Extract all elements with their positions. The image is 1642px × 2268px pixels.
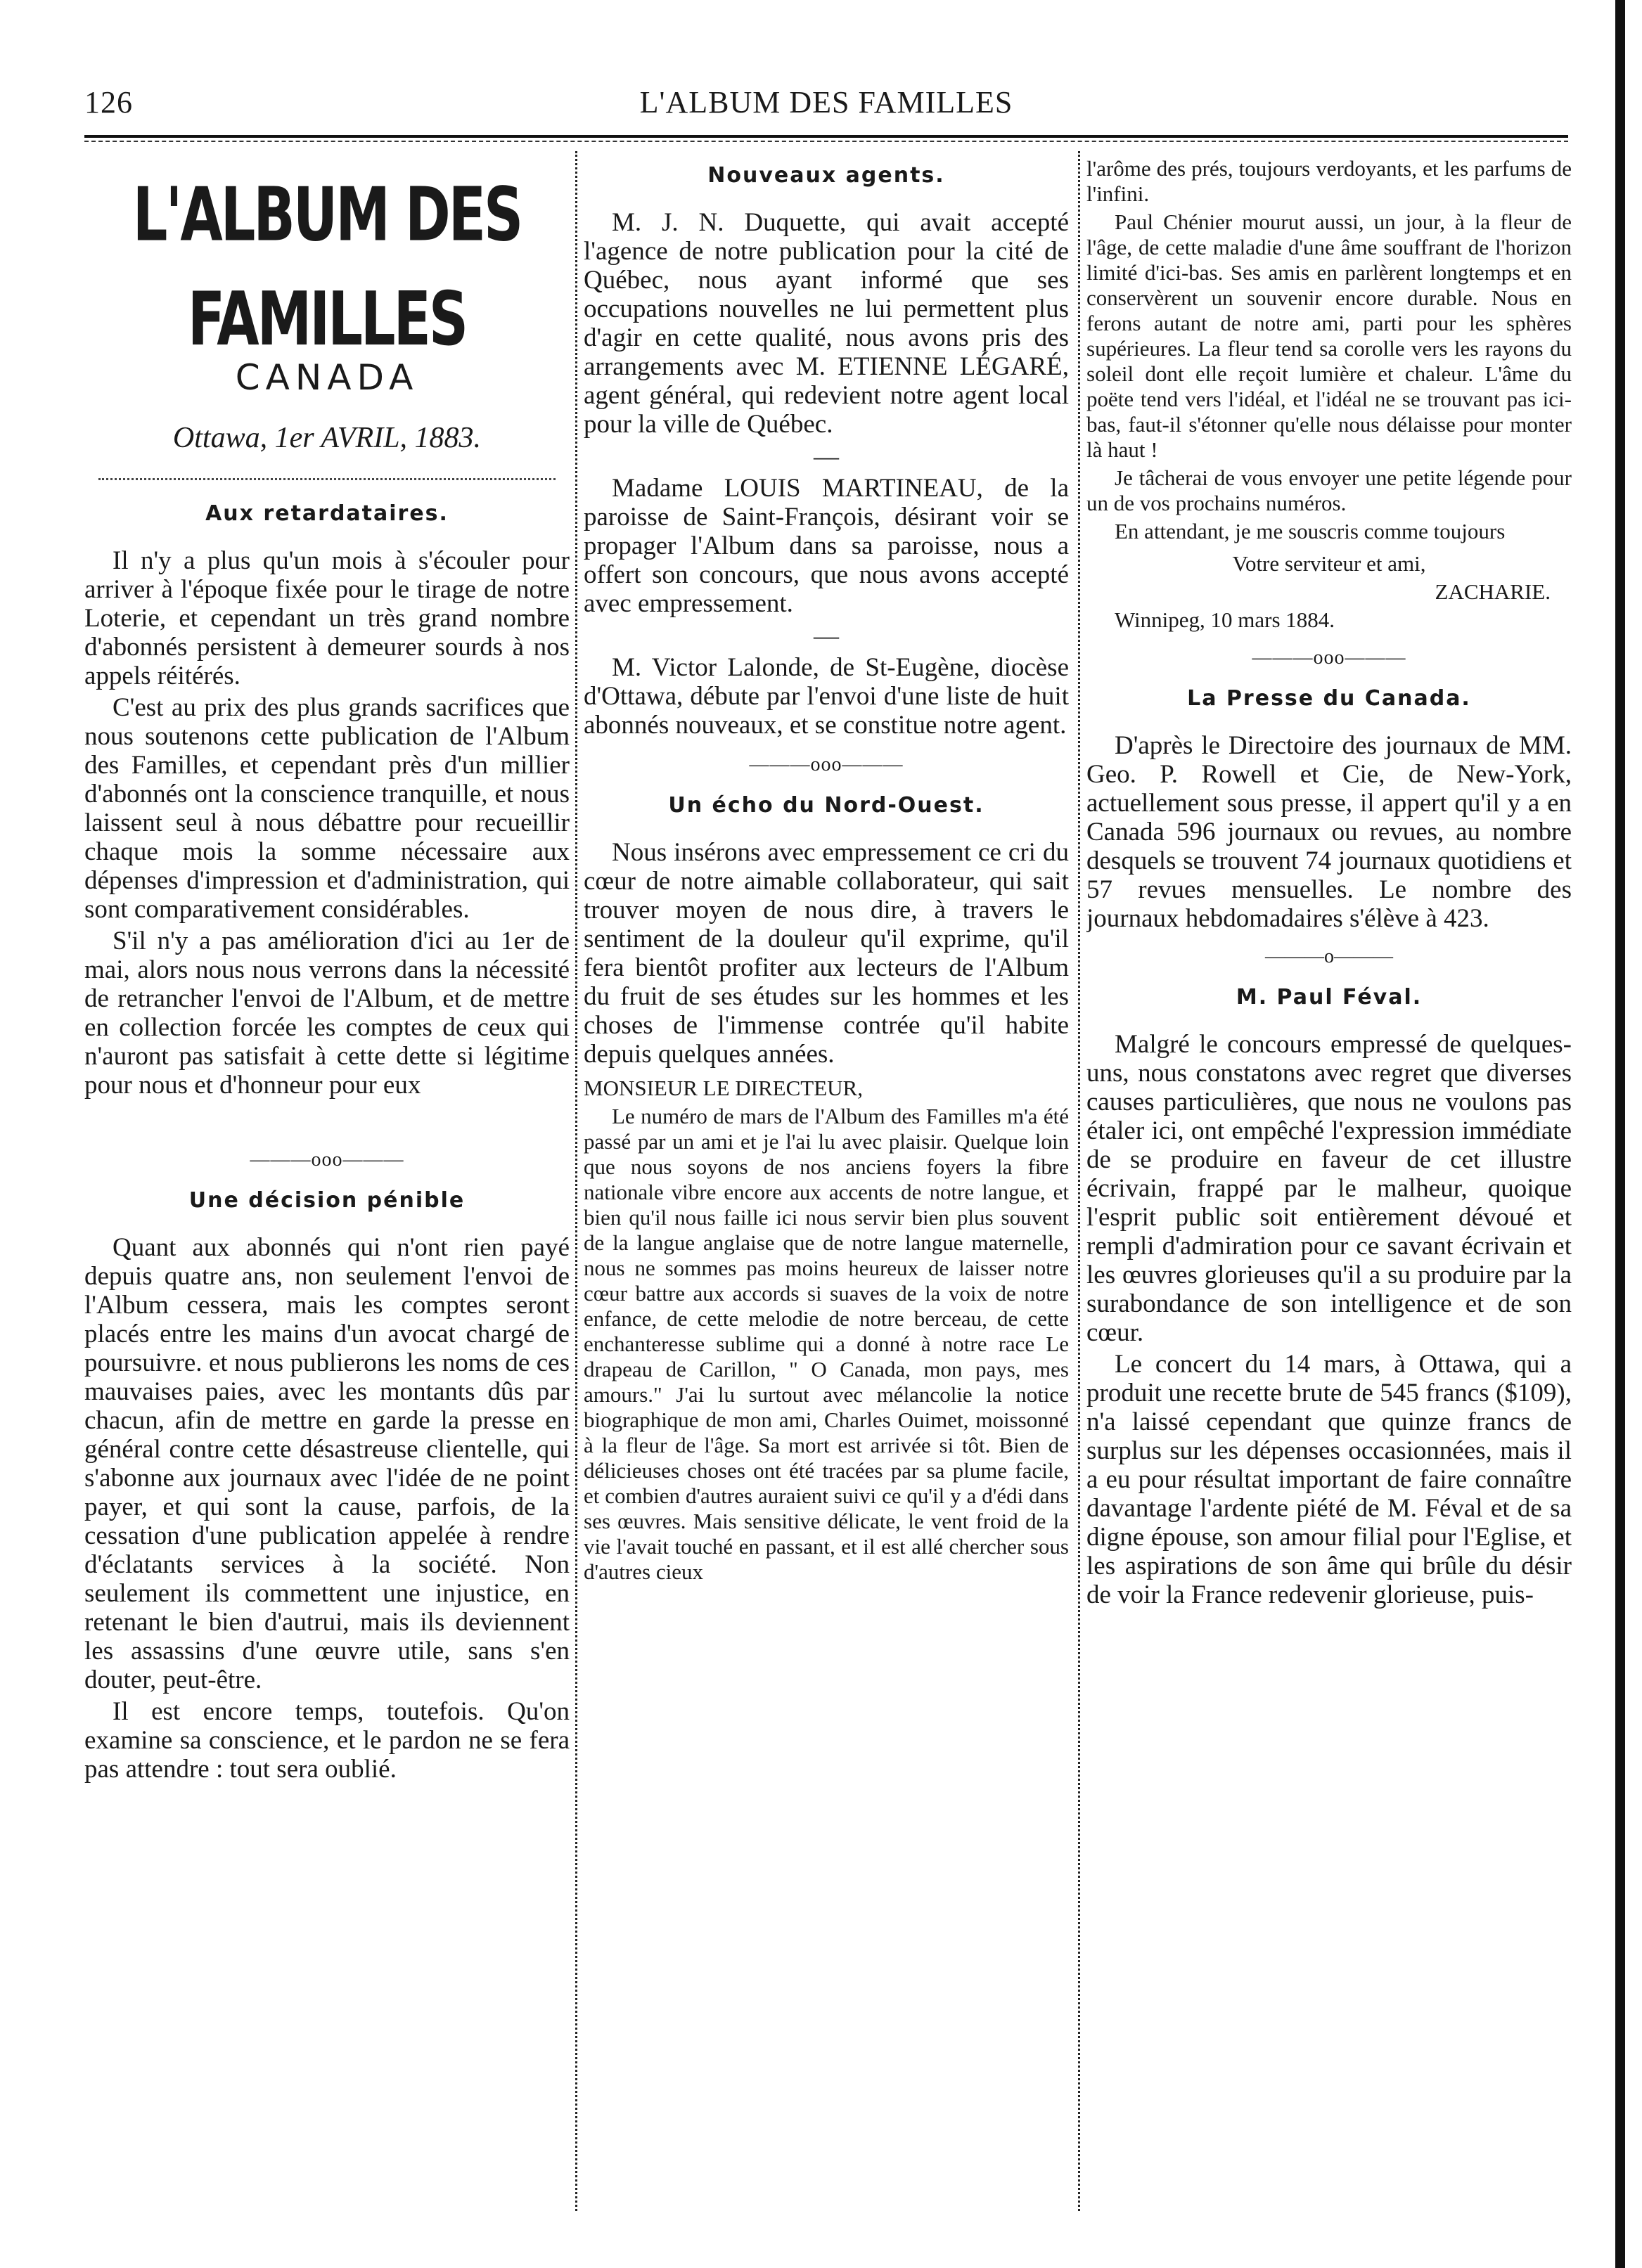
paragraph: Il n'y a plus qu'un mois à s'écouler pour arriver à l'époque fixée pour le tirage de notre Loterie, et cependant un très grand nombre d'abonnés persistent à demeurer sourds à nos appels réitérés. bbox=[84, 546, 570, 690]
salutation: MONSIEUR LE DIRECTEUR, bbox=[584, 1076, 863, 1100]
article-heading: M. Paul Féval. bbox=[1236, 985, 1423, 1010]
page-number: 126 bbox=[84, 85, 133, 120]
letter-paragraph: Paul Chénier mourut aussi, un jour, à la fleur de l'âge, de cette maladie d'une âme souffrant de l'horizon limité d'ici-bas. Ses amis en parlèrent longtemps et en conservèrent un souvenir encore durable. Nous en ferons autant de notre ami, parti pour les sphères supérieures. La fleur tend sa corolle vers les rayons du soleil dont elle reçoit lumière et chaleur. L'âme du poëte tend vers l'idéal, et l'idéal ne se trouvant pas ici-bas, faut-il s'étonner qu'elle nous délaisse pour monter là haut ! bbox=[1086, 210, 1572, 462]
paragraph: Il est encore temps, toutefois. Qu'on examine sa conscience, et le pardon ne se fera pas attendre : tout sera oublié. bbox=[84, 1697, 570, 1784]
dash-separator: — bbox=[814, 442, 839, 470]
section-separator: ———ooo——— bbox=[1252, 647, 1406, 669]
letter-paragraph: Le numéro de mars de l'Album des Familles m'a été passé par un ami et je l'ai lu avec plaisir. Quelque loin que nous soyons de nos anciens foyers la fibre nationale vibre encore aux accents de notre langue, et bien qu'il nous faille ici nous servir bien plus souvent de la langue anglaise que de notre langue maternelle, nous ne sommes pas moins heureux de laisser notre cœur battre aux accords si suaves de la voix de notre enfance, de cette melodie de notre berceau, de cette enchanteresse sublime qui a donné à notre race Le drapeau de Carillon, " O Canada, mon pays, mes amours." J'ai lu surtout avec mélancolie la notice biographique de mon ami, Charles Ouimet, moissonné à la fleur de l'âge. Sa mort est arrivée si tôt. Bien de délicieuses choses ont été tracées par sa plume facile, et combien d'autres auraient suivi ce qu'il y a d'édi dans ses œuvres. Mais sensitive délicate, le vent froid de la vie l'avait touché en passant, et il est allé chercher sous d'autres cieux bbox=[584, 1104, 1069, 1584]
paragraph: Nous insérons avec empressement ce cri du cœur de notre aimable collaborateur, qui sait trouver moyen de nous dire, à travers le sentiment de la douleur qu'il exprime, qu'il fera bientôt profiter aux lecteurs de l'Album du fruit de ses études sur les hommes et les choses de l'immense contrée qu'il habite depuis quelques années. bbox=[584, 838, 1069, 1069]
masthead-country: CANADA bbox=[235, 357, 419, 398]
dash-separator: — bbox=[814, 621, 839, 650]
journal-title: L'ALBUM DES FAMILLES bbox=[639, 85, 1013, 120]
masthead-rule bbox=[98, 478, 556, 480]
header-rule bbox=[84, 135, 1568, 138]
column-2 bbox=[584, 156, 1069, 2209]
paragraph: C'est au prix des plus grands sacrifices que nous soutenons cette publication de l'Album des Familles, et cependant près d'un millier d'abonnés ont la conscience tranquille, et nous laissent seul à nous débattre pour recueillir chaque mois la somme nécessaire aux dépenses d'impression et d'administration, qui sont comparativement considérables. bbox=[84, 693, 570, 924]
masthead: L'ALBUM DES FAMILLES bbox=[132, 172, 522, 363]
paragraph: M. J. N. Duquette, qui avait accepté l'agence de notre publication pour la cité de Québec, nous ayant informé que ses occupations nouvelles ne lui permettent plus d'agir en cette qualité, nous avons pris des arrangements avec M. ETIENNE LÉGARÉ, agent général, qui redevient notre agent local pour la ville de Québec. bbox=[584, 208, 1069, 439]
letter-closing: Votre serviteur et ami, bbox=[1232, 551, 1426, 576]
page-edge-border bbox=[1615, 0, 1625, 2268]
letter-place-date: Winnipeg, 10 mars 1884. bbox=[1115, 607, 1335, 632]
section-separator: ———ooo——— bbox=[749, 754, 904, 775]
article-heading: Une décision pénible bbox=[188, 1188, 466, 1213]
paragraph: Madame LOUIS MARTINEAU, de la paroisse de Saint-François, désirant voir se propager l'Album dans sa paroisse, nous a offert son concours, que nous avons accepté avec empressement. bbox=[584, 474, 1069, 618]
dateline: Ottawa, 1er AVRIL, 1883. bbox=[172, 422, 482, 454]
paragraph: S'il n'y a pas amélioration d'ici au 1er de mai, alors nous nous verrons dans la nécessité de retrancher l'envoi de l'Album, et de mettre en collection forcée les comptes de ceux qui n'auront pas satisfait à cette dette si légitime pour nous et d'honneur pour eux bbox=[84, 927, 570, 1100]
paragraph: Malgré le concours empressé de quelques-uns, nous constatons avec regret que diverses causes particulières, que nous ne voulons pas étaler ici, ont empêché l'expression immédiate de se produire en faveur de cet illustre écrivain, frappé par le malheur, quoique l'esprit public soit entièrement dévoué et rempli d'admiration pour ce savant écrivain et les œuvres glorieuses qu'il a su produire par la surabondance de son intelligence et de son cœur. bbox=[1086, 1030, 1572, 1347]
letter-paragraph: Je tâcherai de vous envoyer une petite légende pour un de vos prochains numéros. bbox=[1086, 465, 1572, 515]
paragraph: D'après le Directoire des journaux de MM. Geo. P. Rowell et Cie, de New-York, actuellement sous presse, il appert qu'il y a en Canada 596 journaux ou revues, au nombre desquels se trouvent 74 journaux quotidiens et 57 revues mensuelles. Le nombre des journaux hebdomadaires s'élève à 423. bbox=[1086, 731, 1572, 933]
section-separator: ———ooo——— bbox=[250, 1149, 404, 1171]
header-rule-dashed bbox=[84, 141, 1568, 142]
column-divider-2 bbox=[1078, 151, 1080, 2211]
column-divider-1 bbox=[575, 151, 577, 2211]
letter-paragraph: l'arôme des prés, toujours verdoyants, et les parfums de l'infini. bbox=[1086, 156, 1572, 206]
article-heading: La Presse du Canada. bbox=[1187, 686, 1471, 711]
article-heading: Un écho du Nord-Ouest. bbox=[668, 793, 984, 818]
letter-paragraph: En attendant, je me souscris comme toujours bbox=[1115, 519, 1506, 543]
article-heading: Nouveaux agents. bbox=[707, 163, 945, 188]
paragraph: Quant aux abonnés qui n'ont rien payé depuis quatre ans, non seulement l'envoi de l'Album cessera, mais les comptes seront placés entre les mains d'un avocat chargé de poursuivre. et nous publierons les noms de ces mauvaises paies, avec les montants dûs par chacun, afin de mettre en garde la presse en général contre cette désastreuse clientelle, qui s'abonne aux journaux avec l'idée de ne point payer, et qui sont la cause, parfois, de la cessation d'une publication appelée à rendre d'éclatants services à la société. Non seulement ils commettent une injustice, en retenant le bien d'autrui, mais ils deviennent les assassins d'une œuvre utile, sans s'en douter, peut-être. bbox=[84, 1233, 570, 1694]
column-3 bbox=[1086, 156, 1572, 2209]
running-head bbox=[84, 84, 1568, 134]
letter-signature: ZACHARIE. bbox=[1435, 579, 1551, 604]
paragraph: Le concert du 14 mars, à Ottawa, qui a produit une recette brute de 545 francs ($109), n'a laissé cependant que quinze francs de surplus sur les dépenses occasionnées, mais il a eu pour résultat important de faire connaître davantage l'ardente piété de M. Féval et de sa digne épouse, son amour filial pour l'Eglise, et les aspirations de son âme qui brûle du désir de voir la France redevenir glorieuse, puis- bbox=[1086, 1350, 1572, 1609]
column-1 bbox=[84, 156, 570, 2209]
paragraph: M. Victor Lalonde, de St-Eugène, diocèse d'Ottawa, débute par l'envoi d'une liste de huit abonnés nouveaux, et se constitue notre agent. bbox=[584, 653, 1069, 740]
section-separator: ———o——— bbox=[1265, 946, 1393, 967]
article-heading: Aux retardataires. bbox=[205, 501, 449, 526]
